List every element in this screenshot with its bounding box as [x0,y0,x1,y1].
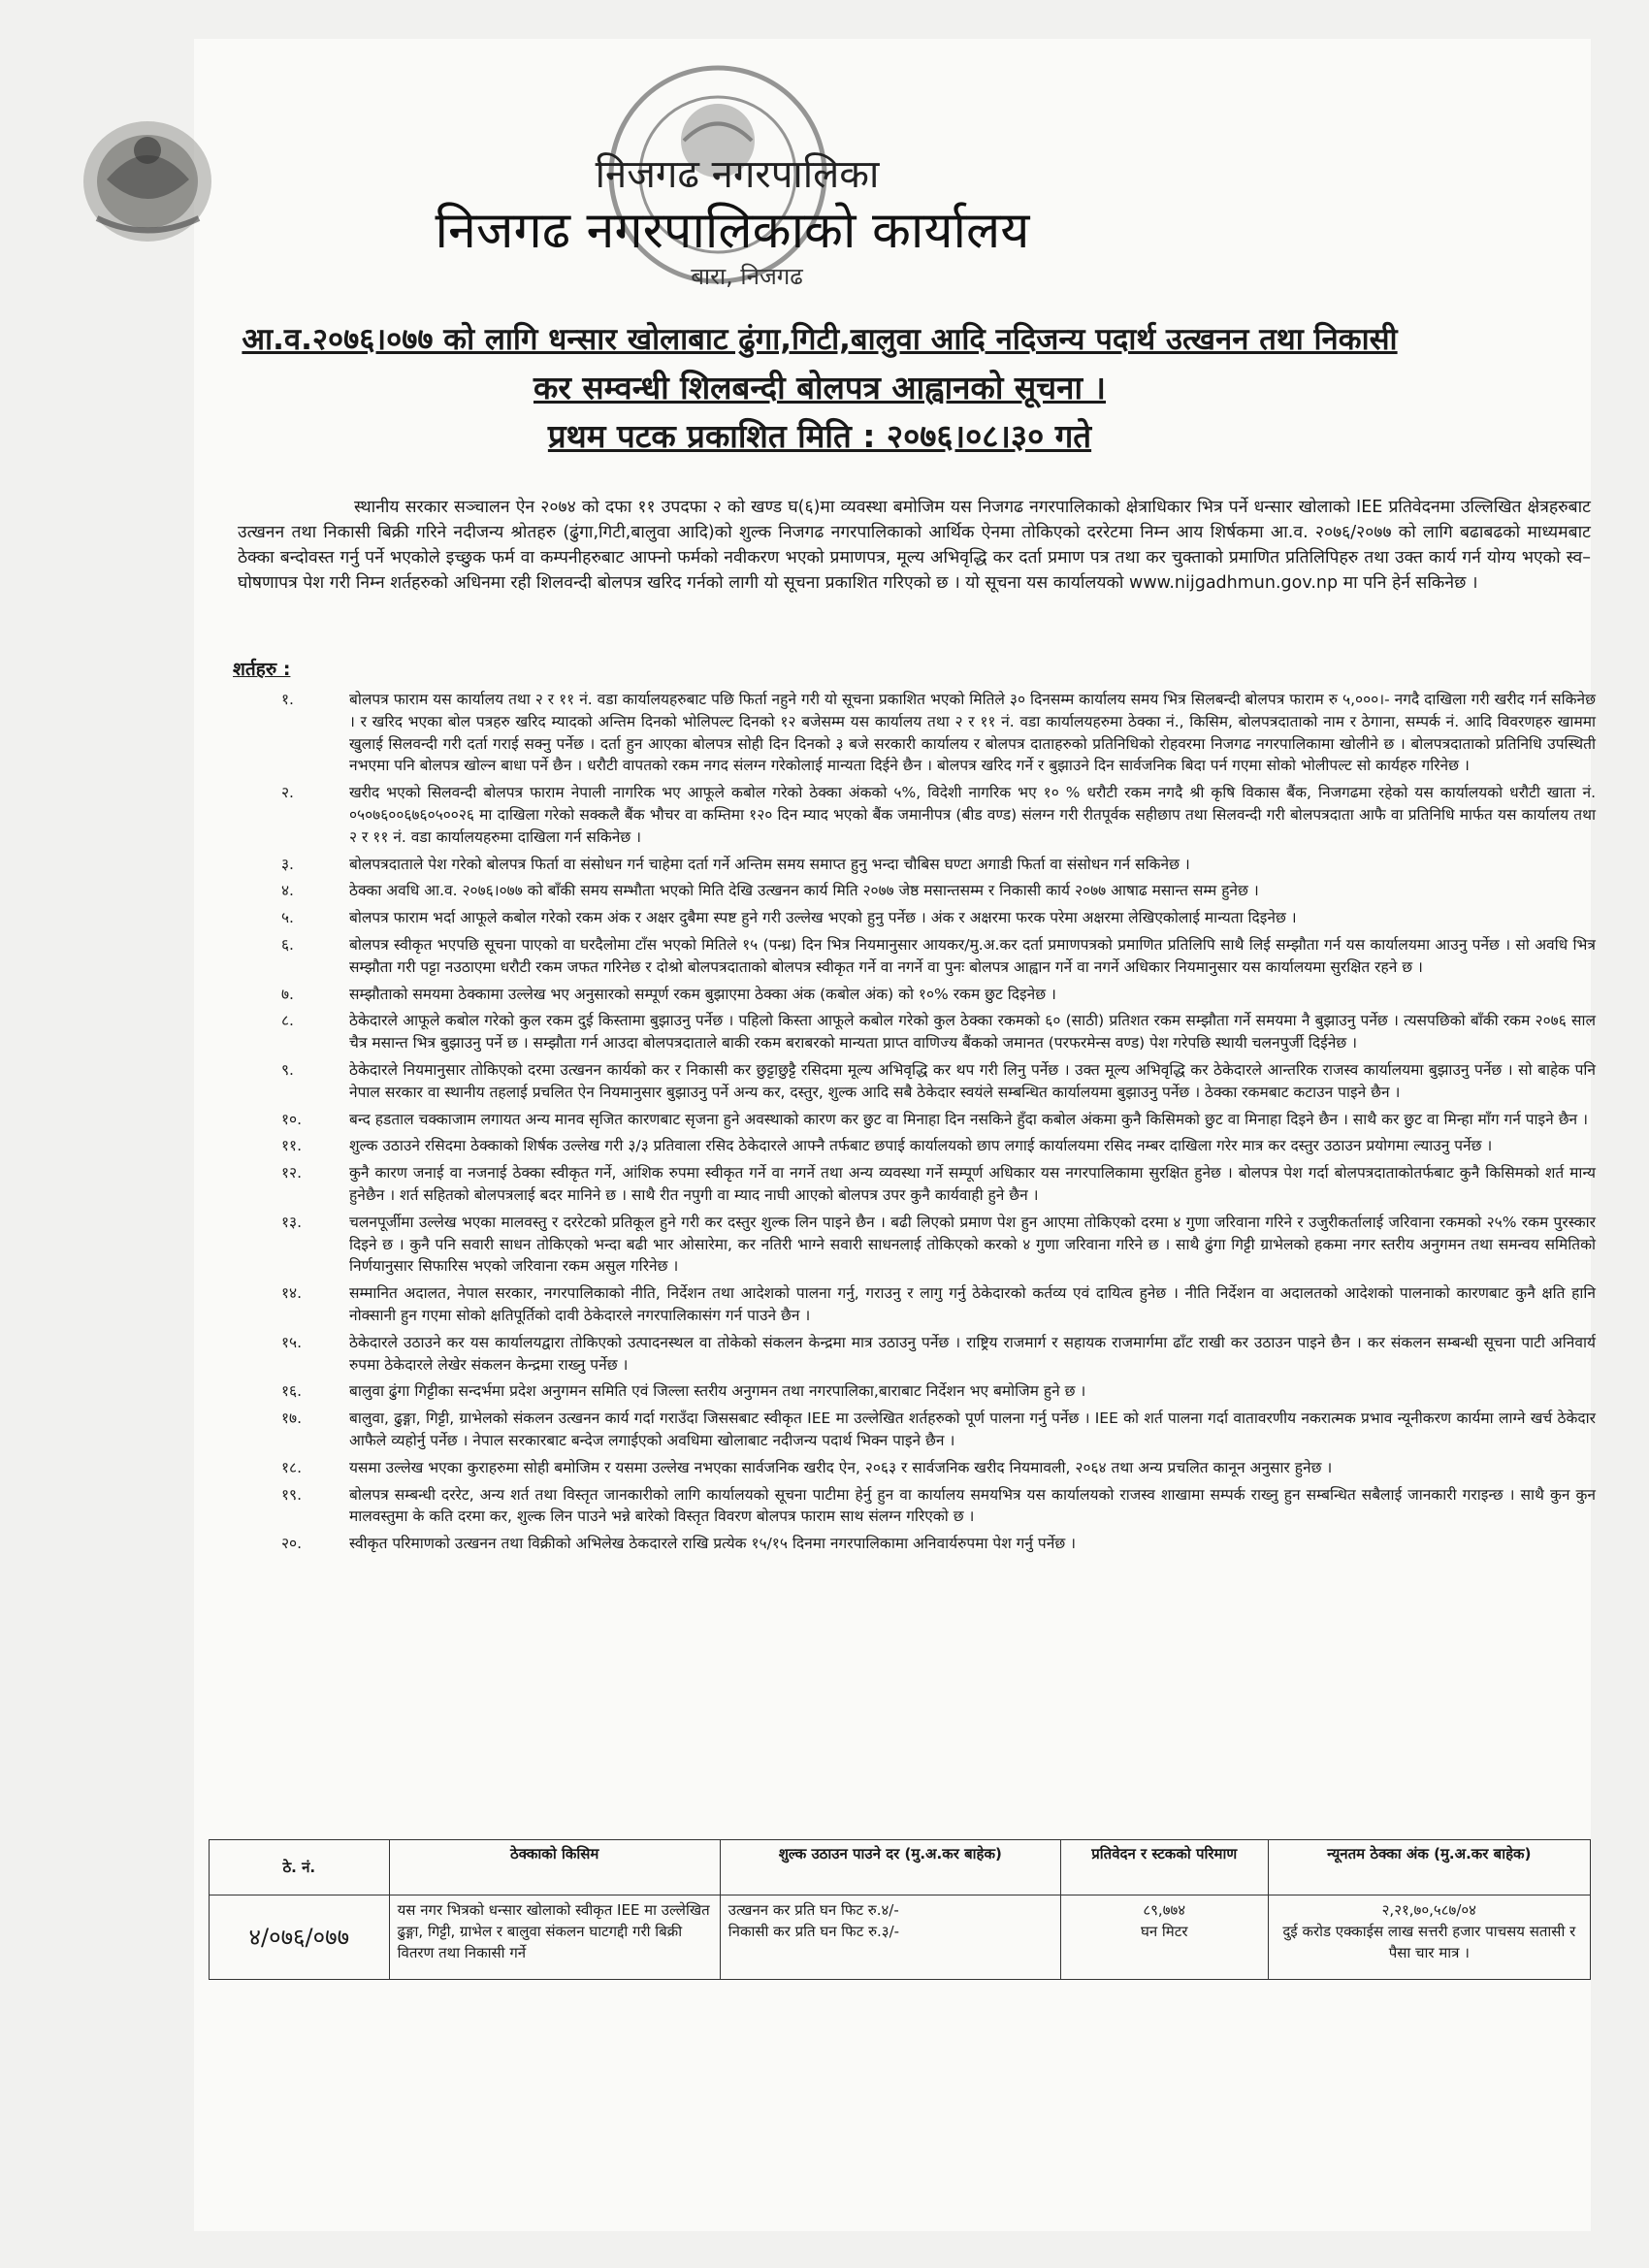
rate-extraction: उत्खनन कर प्रति घन फिट रु.४/- [728,1901,899,1919]
intro-paragraph: स्थानीय सरकार सञ्चालन ऐन २०७४ को दफा ११ उपदफा २ को खण्ड घ(६)मा व्यवस्था बमोजिम यस निजगढ नगरपालिकाको क्षेत्राधिकार भित्र पर्ने धन्सार खोलाको IEE प्रतिवेदनमा उल्लिखित क्षेत्रहरुबाट उत्खनन तथा निकासी बिक्री गरिने नदीजन्य श्रोतहरु (ढुंगा,गिटी,बालुवा आदि)को शुल्क निजगढ नगरपालिकाको आर्थिक ऐनमा तोकिएको दररेटमा निम्न आय शिर्षकमा आ.व. २०७६/२०७७ को लागि बढाबढको माध्यमबाट ठेक्का बन्दोवस्त गर्नु पर्ने भएकोले इच्छुक फर्म वा कम्पनीहरुबाट आफ्नो फर्मको नवीकरण भएको प्रमाणपत्र, मूल्य अभिवृद्धि कर दर्ता प्रमाण पत्र तथा कर चुक्ताको प्रमाणित प्रतिलिपिहरु तथा उक्त कार्य गर्न योग्य भएको स्व–घोषणापत्र पेश गरी निम्न शर्तहरुको अधिनमा रही शिलवन्दी बोलपत्र खरिद गर्नको लागी यो सूचना प्रकाशित गरिएको छ । यो सूचना यस कार्यालयको www.nijgadhmun.gov.np मा पनि हेर्न सकिनेछ । [238,498,1591,593]
term-number: १३. [281,1213,303,1231]
term-item [242,1408,1596,1452]
term-text: यसमा उल्लेख भएका कुराहरुमा सोही बमोजिम र यसमा उल्लेख नभएका सार्वजनिक खरीद ऐन, २०६३ र सार्वजनिक खरीद नियमावली, २०६४ तथा अन्य प्रचलित कानून अनुसार हुनेछ । [349,1458,1333,1476]
cell-rate [720,1895,1060,1980]
term-text: बालुवा ढुंगा गिट्टीका सन्दर्भमा प्रदेश अनुगमन समिति एवं जिल्ला स्तरीय अनुगमन तथा नगरपालिका,बाराबाट निर्देशन भए बमोजिम हुने छ । [349,1382,1086,1401]
col-header-contract-type: ठेक्काको किसिम [389,1840,720,1895]
term-number: ६. [281,935,294,954]
cell-contract-type: यस नगर भित्रको धन्सार खोलाको स्वीकृत IEE मा उल्लेखित ढुङ्गा, गिट्टी, ग्राभेल र बालुवा संकलन घाटगद्दी गरी बिक्री वितरण तथा निकासी गर्ने [389,1895,720,1980]
office-address: बारा, निजगढ [691,263,803,290]
term-number: १०. [281,1110,303,1128]
term-text: ठेकेदारले नियमानुसार तोकिएको दरमा उत्खनन कार्यको कर र निकासी कर छुट्टाछुट्टै रसिदमा मूल्य अभिवृद्धि कर थप गरी लिनु पर्नेछ । उक्त मूल्य अभिवृद्धि कर ठेकेदारले आन्तरिक राजस्व कार्यालयमा बुझाउनु पर्नेछ । सो बाहेक पनि नेपाल सरकार वा स्थानीय तहलाई प्रचलित ऐन नियमानुसार बुझाउनु पर्ने अन्य कर, दस्तुर, शुल्क आदि सबै ठेकेदार स्वयंले सम्बन्धित कार्यालयमा बुझाउनु पर्नेछ । ठेक्का रकमबाट कटाउन पाइने छैन । [349,1060,1596,1101]
term-text: बन्द हडताल चक्काजाम लगायत अन्य मानव सृजित कारणबाट सृजना हुने अवस्थाको कारण कर छुट वा मिनाहा दिन नसकिने हुँदा कबोल अंकमा कुनै किसिमको छुट वा मिनाहा दिइने छैन । साथै कर छुट वा मिन्हा माँग गर्न पाइने छैन । [349,1110,1588,1128]
amount-words: दुई करोड एक्काईस लाख सत्तरी हजार पाचसय सतासी र पैसा चार मात्र । [1282,1923,1576,1961]
term-text: चलनपूर्जीमा उल्लेख भएका मालवस्तु र दररेटको प्रतिकूल हुने गरी कर दस्तुर शुल्क लिन पाइने छैन । बढी लिएको प्रमाण पेश हुन आएमा तोकिएको दरमा ४ गुणा जरिवाना गरिने र उजुरीकर्तालाई जरिवाना रकमको २५% रकम पुरस्कार दिइने छ । कुनै पनि सवारी साधन तोकिएको भन्दा बढी भार ओसारेमा, कर नतिरी भाग्ने सवारी साधनलाई तोकिएको करको ४ गुणा जरिवाना गरिने छ । साथै ढुंगा गिट्टी ग्राभेलको हकमा नगर स्तरीय अनुगमन तथा समन्वय समितिको निर्णयानुसार सिफारिस भएको जरिवाना रकम असुल गरिनेछ । [349,1213,1596,1276]
term-item [242,1109,1596,1131]
term-number: १. [281,691,294,708]
term-text: ठेकेदारले आफूले कबोल गरेको कुल रकम दुई किस्तामा बुझाउनु पर्नेछ । पहिलो किस्ता आफूले कबोल गरेको कुल ठेक्का रकमको ६० (साठी) प्रतिशत रकम सम्झौता गर्ने समयमा नै बुझाउनु पर्नेछ । त्यसपछिको बाँकी रकम २०७६ साल चैत्र मसान्त भित्र बुझाउनु पर्ने छ । सम्झौता गर्न आउदा बोलपत्रदाताले बाकी रकम बराबरको मान्यता प्राप्त वाणिज्य बैंकको जमानत (परफरमेन्स वण्ड) पेश गरेपछि स्थायी चलनपुर्जी दिईनेछ । [349,1012,1596,1053]
col-header-quantity: प्रतिवेदन र स्टकको परिमाण [1060,1840,1268,1895]
term-number: ७. [281,985,294,1003]
term-item [242,1484,1596,1529]
term-text: बोलपत्र सम्बन्धी दररेट, अन्य शर्त तथा विस्तृत जानकारीको लागि कार्यालयको सूचना पाटीमा हेर्नु हुन वा कार्यालय समयभित्र यस कार्यालयको राजस्व शाखामा सम्पर्क राख्नु हुन सम्बन्धित सबैलाई जानकारी गराइन्छ । साथै कुन कुन मालवस्तुमा के कति दरमा कर, शुल्क लिन पाउने भन्ने बारेको विस्तृत विवरण बोलपत्र फाराम साथ संलग्न गरिएको छ । [349,1485,1596,1526]
term-text: कुनै कारण जनाई वा नजनाई ठेक्का स्वीकृत गर्ने, आंशिक रुपमा स्वीकृत गर्ने वा नगर्ने तथा अन्य व्यवस्था गर्ने सम्पूर्ण अधिकार यस नगरपालिकामा सुरक्षित हुनेछ । बोलपत्र पेश गर्दा बोलपत्रदाताकोतर्फबाट कुनै किसिमको शर्त मान्य हुनेछैन । शर्त सहितको बोलपत्रलाई बदर मानिने छ । साथै रीत नपुगी वा म्याद नाघी आएको बोलपत्र उपर कुनै कार्यवाही हुने छैन । [349,1164,1596,1204]
terms-list [242,689,1596,1560]
term-number: १७. [281,1409,303,1428]
term-number: १४. [281,1284,303,1303]
rate-export: निकासी कर प्रति घन फिट रु.३/- [728,1923,900,1940]
term-item [242,880,1596,902]
term-item [242,689,1596,777]
cell-min-amount [1268,1895,1590,1980]
term-text: बोलपत्र फाराम यस कार्यालय तथा २ र ११ नं. वडा कार्यालयहरुबाट पछि फिर्ता नहुने गरी यो सूचना प्रकाशित भएको मितिले ३० दिनसम्म कार्यालय समय भित्र सिलबन्दी बोलपत्र फाराम रु ५,०००।- नगदै दाखिला गरी खरीद गर्न सकिनेछ । र खरिद भएका बोल पत्रहरु खरिद म्यादको अन्तिम दिनको भोलिपल्ट दिनको १२ बजेसम्म यस कार्यालय तथा २ र ११ नं. वडा कार्यालयहरुमा ठेक्का नं., किसिम, बोलपत्रदाताको नाम र ठेगाना, सम्पर्क नं. आदि विवरणहरु खाममा खुलाई सिलवन्दी गरी दर्ता गराई सक्नु पर्नेछ । दर्ता हुन आएका बोलपत्र सोही दिन दिनको ३ बजे सरकारी कार्यालय र बोलपत्र दाताहरुको प्रतिनिधिको रोहवरमा निजगढ नगरपालिकामा खोलीने छ । बोलपत्रदाताको प्रतिनिधि उपस्थिती नभएमा पनि बोलपत्र खोल्न बाधा पर्ने छैन । धरौटी वापतको रकम नगद संलग्न गरेकोलाई मान्यता दिईने छैन । बोलपत्र खरिद गर्ने र बुझाउने दिन सार्वजनिक बिदा पर्न गएमा सोको भोलीपल्ट सो कार्यहरु गरिनेछ । [349,691,1596,775]
term-item [242,934,1596,979]
term-number: १९. [281,1485,303,1504]
term-text: शुल्क उठाउने रसिदमा ठेक्काको शिर्षक उल्लेख गरी ३/३ प्रतिवाला रसिद ठेकेदारले आफ्नै तर्फबाट छपाई कार्यालयको छाप लगाई कार्यालयमा रसिद नम्बर दाखिला गरेर मात्र कर दस्तुर उठाउन प्रयोगमा ल्याउनु पर्नेछ । [349,1137,1493,1155]
amount-figures: २,२१,७०,५८७/०४ [1381,1901,1476,1919]
term-item [242,1533,1596,1555]
table-header-row [210,1840,1591,1895]
col-header-contract-no: ठे. नं. [210,1840,390,1895]
term-item [242,1010,1596,1054]
term-number: ८. [281,1012,294,1030]
term-number: १८. [281,1458,303,1476]
term-text: स्वीकृत परिमाणको उत्खनन तथा विक्रीको अभिलेख ठेकदारले राखि प्रत्येक १५/१५ दिनमा नगरपालिकामा अनिवार्यरुपमा पेश गर्नु पर्नेछ । [349,1535,1077,1553]
term-item [242,907,1596,929]
term-text: बोलपत्रदाताले पेश गरेको बोलपत्र फिर्ता वा संसोधन गर्न चाहेमा दर्ता गर्ने अन्तिम समय समाप्त हुनु भन्दा चौबिस घण्टा अगाडी फिर्ता वा संसोधन गर्न सकिनेछ । [349,855,1190,873]
term-item [242,782,1596,848]
nepal-emblem-icon [78,112,218,247]
quantity-value: ८९,७७४ [1143,1901,1186,1919]
term-number: १५. [281,1333,303,1351]
term-number: २. [281,784,294,802]
notice-headline [126,315,1513,461]
term-item [242,1282,1596,1327]
term-text: बोलपत्र स्वीकृत भएपछि सूचना पाएको वा घरदैलोमा टाँस भएको मितिले १५ (पन्ध्र) दिन भित्र नियमानुसार आयकर/मु.अ.कर दर्ता प्रमाणपत्रको प्रमाणित प्रतिलिपि साथै लिई सम्झौता गर्न यस कार्यालयमा आउनु पर्नेछ । सो अवधि भित्र सम्झौता गरी पट्टा नउठाएमा धरौटी रकम जफत गरिनेछ र दोश्रो बोलपत्रदाताको बोलपत्र स्वीकृत गर्ने वा नगर्ने वा पुनः बोलपत्र आह्वान गर्ने वा नगर्ने अधिकार नियमानुसार यस कार्यालयमा सुरक्षित रहने छ । [349,935,1596,976]
term-number: २०. [281,1535,303,1553]
term-number: ५. [281,909,294,927]
term-item [242,854,1596,876]
cell-quantity [1060,1895,1268,1980]
term-item [242,1059,1596,1104]
headline-line-1: आ.व.२०७६।०७७ को लागि धन्सार खोलाबाट ढुंगा,गिटी,बालुवा आदि नदिजन्य पदार्थ उत्खनन तथा निकासी [242,322,1398,357]
quantity-unit: घन मिटर [1140,1923,1188,1940]
term-text: बोलपत्र फाराम भर्दा आफूले कबोल गरेको रकम अंक र अक्षर दुबैमा स्पष्ट हुने गरी उल्लेख भएको हुनु पर्नेछ । अंक र अक्षरमा फरक परेमा अक्षरमा लेखिएकोलाई मान्यता दिइनेछ । [349,909,1297,927]
col-header-min-amount: न्यूनतम ठेक्का अंक (मु.अ.कर बाहेक) [1268,1840,1590,1895]
term-number: ४. [281,882,294,900]
municipality-name: निजगढ नगरपालिका [595,152,880,197]
term-item [242,1135,1596,1157]
term-item [242,1162,1596,1207]
term-text: बालुवा, ढुङ्गा, गिट्टी, ग्राभेलको संकलन उत्खनन कार्य गर्दा गराउँदा जिससबाट स्वीकृत IEE मा उल्लेखित शर्तहरुको पूर्ण पालना गर्नु पर्नेछ । IEE को शर्त पालना गर्दा वातावरणीय नकरात्मक प्रभाव न्यूनीकरण कार्यमा लाग्ने खर्च ठेकेदार आफैले व्यहोर्नु पर्नेछ । नेपाल सरकारबाट बन्देज लगाईएको अवधिमा खोलाबाट नदीजन्य पदार्थ भिक्न पाइने छैन । [349,1409,1596,1449]
col-header-rate: शुल्क उठाउन पाउने दर (मु.अ.कर बाहेक) [720,1840,1060,1895]
term-number: ११. [281,1137,303,1155]
contract-table [209,1839,1591,1980]
term-item [242,1380,1596,1403]
term-item [242,1212,1596,1278]
term-number: १६. [281,1382,303,1401]
term-number: १२. [281,1164,303,1183]
term-text: सम्झौताको समयमा ठेक्कामा उल्लेख भए अनुसारको सम्पूर्ण रकम बुझाएमा ठेक्का अंक (कबोल अंक) को १०% रकम छुट दिइनेछ । [349,985,1056,1003]
office-title: निजगढ नगरपालिकाको कार्यालय [435,202,1030,260]
term-text: सम्मानित अदालत, नेपाल सरकार, नगरपालिकाको नीति, निर्देशन तथा आदेशको पालना गर्नु, गराउनु र लागु गर्नु ठेकेदारको कर्तव्य एवं दायित्व हुनेछ । नीति निर्देशन वा अदालतको आदेशको पालनाको कारणबाट कुनै क्षति हानि नोक्सानी हुन गएमा सोको क्षतिपूर्तिको दावी ठेकेदारले नगरपालिकासंग गर्न पाउने छैन । [349,1284,1596,1324]
headline-line-2: कर सम्वन्धी शिलबन्दी बोलपत्र आह्वानको सूचना । [533,369,1106,406]
term-item [242,1457,1596,1479]
cell-contract-no: ४/०७६/०७७ [210,1895,390,1980]
terms-heading: शर्तहरु : [233,659,291,680]
term-number: ३. [281,855,294,873]
term-text: ठेक्का अवधि आ.व. २०७६।०७७ को बाँकी समय सम्भौता भएको मिति देखि उत्खनन कार्य मिति २०७७ जेष्ठ मसान्तसम्म र निकासी कार्य २०७७ आषाढ मसान्त सम्म हुनेछ । [349,882,1259,900]
term-item [242,1332,1596,1377]
publish-date-line: प्रथम पटक प्रकाशित मिति : २०७६।०८।३० गते [547,417,1092,455]
term-text: खरीद भएको सिलवन्दी बोलपत्र फाराम नेपाली नागरिक भए आफूले कबोल गरेको ठेक्का अंकको ५%, विदेशी नागरिक भए १० % धरौटी रकम नगदै श्री कृषि विकास बैंक, निजगढमा रहेको यस कार्यालयको धरौटी खाता नं. ०५०७६००६७६०५००२६ मा दाखिला गरेको सक्कलै बैंक भौचर वा कम्तिमा १२० दिन म्याद भएको बैंक जमानीपत्र (बीड वण्ड) संलग्न गरी रीतपूर्वक सहीछाप तथा सिलवन्दी गरी बोलपत्रदाता आफै वा प्रतिनिधि मार्फत यस कार्यालय तथा २ र ११ नं. वडा कार्यालयहरुमा दाखिला गर्न सकिनेछ । [349,784,1596,846]
term-text: ठेकेदारले उठाउने कर यस कार्यालयद्वारा तोकिएको उत्पादनस्थल वा तोकेको संकलन केन्द्रमा मात्र उठाउनु पर्नेछ । राष्ट्रिय राजमार्ग र सहायक राजमार्गमा ढाँट राखी कर उठाउन पाइने छैन । कर संकलन सम्बन्धी सूचना पाटी अनिवार्य रुपमा ठेकेदारले लेखेर संकलन केन्द्रमा राख्नु पर्नेछ । [349,1333,1596,1374]
term-number: ९. [281,1060,294,1079]
term-item [242,984,1596,1006]
table-row [210,1895,1591,1980]
